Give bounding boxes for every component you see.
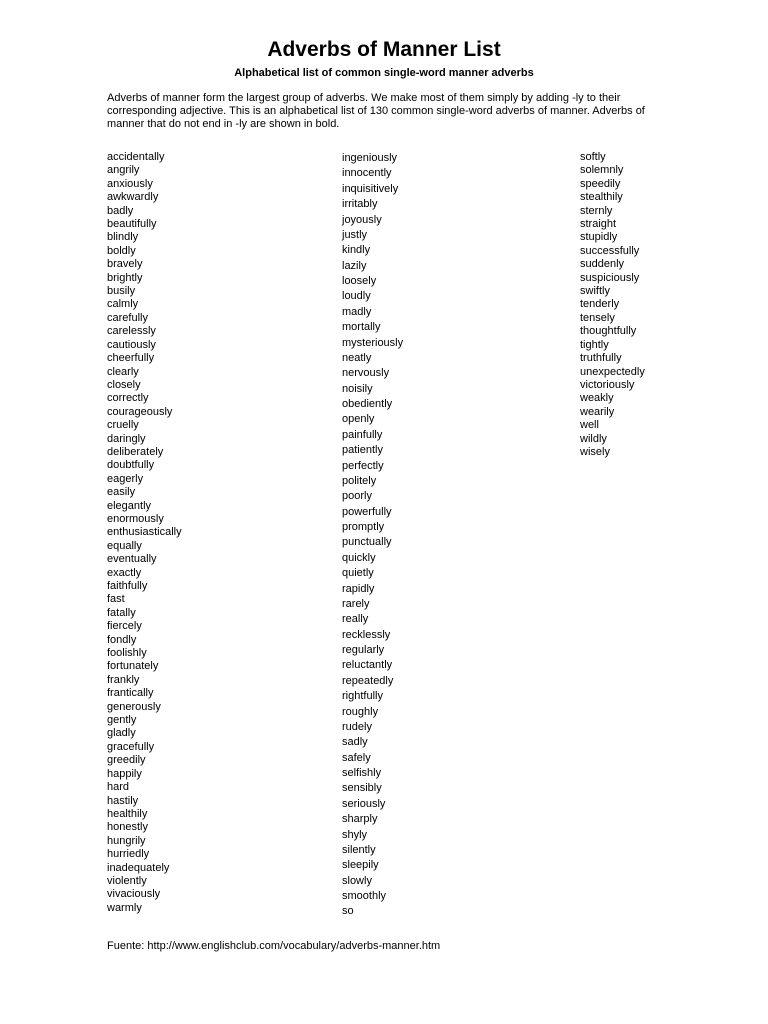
adverb-item: exactly [107, 566, 142, 579]
adverb-item: cruelly [107, 419, 139, 432]
intro-paragraph: Adverbs of manner form the largest group of adverbs. We make most of them simply by adding -ly to their corresponding adjective. This is an alphabetical list of 130 common single-word adverbs of manner. Adverbs of manner that do not end in -ly are shown in bold. [107, 92, 645, 130]
adverb-item: rarely [342, 597, 370, 610]
adverb-item: happily [107, 767, 142, 780]
adverb-item: hastily [107, 794, 139, 807]
adverb-item: lazily [342, 259, 367, 272]
adverb-item: fiercely [107, 620, 142, 633]
adverb-item: carefully [107, 311, 148, 324]
adverb-item: ingeniously [342, 152, 398, 164]
adverb-item: shyly [342, 828, 368, 841]
adverb-item: warmly [107, 901, 142, 914]
adverb-item: irritably [342, 198, 378, 211]
adverb-item: wildly [580, 432, 607, 445]
adverb-item: faithfully [107, 580, 148, 592]
adverb-item: sharply [342, 813, 378, 826]
adverb-item: sadly [342, 736, 368, 749]
adverb-item: reluctantly [342, 659, 393, 672]
adverb-item: carelessly [107, 325, 156, 338]
adverb-item: closely [107, 378, 141, 391]
adverb-item: weakly [580, 392, 614, 405]
adverb-item: roughly [342, 705, 379, 718]
adverb-item: unexpectedly [580, 365, 645, 378]
adverb-item: softly [580, 151, 606, 163]
adverb-item: courageously [107, 405, 173, 418]
adverb-item: successfully [580, 244, 640, 257]
page-subtitle: Alphabetical list of common single-word manner adverbs [234, 67, 534, 79]
adverb-item: blindly [107, 231, 139, 244]
adverb-item: tensely [580, 311, 615, 324]
adverb-item: innocently [342, 167, 392, 180]
adverb-item: silently [342, 843, 376, 856]
adverb-item: eventually [107, 553, 157, 566]
adverb-column-2 [342, 151, 403, 920]
adverb-item: mysteriously [342, 336, 404, 349]
adverb-item: clearly [107, 365, 139, 378]
adverb-item: perfectly [342, 459, 384, 472]
adverb-item: anxiously [107, 177, 153, 190]
adverb-item: brightly [107, 271, 143, 284]
adverb-item: recklessly [342, 628, 391, 641]
adverb-item: stealthily [580, 191, 623, 204]
adverb-item: greedily [107, 754, 146, 767]
adverb-item: smoothly [342, 890, 387, 902]
adverb-item: poorly [342, 490, 372, 503]
adverb-item: promptly [342, 521, 385, 533]
adverb-item: tightly [580, 338, 609, 351]
adverb-item: slowly [342, 874, 372, 887]
adverb-item: well [580, 419, 599, 432]
adverb-item: vivaciously [107, 888, 161, 901]
adverb-item: rudely [342, 720, 372, 733]
adverb-item: fortunately [107, 660, 159, 673]
adverb-item: thoughtfully [580, 325, 637, 338]
adverb-column-1 [107, 151, 182, 915]
adverb-item: awkwardly [107, 191, 159, 204]
adverb-item: generously [107, 700, 161, 713]
adverb-item: painfully [342, 428, 383, 441]
adverb-item: inquisitively [342, 182, 399, 195]
adverb-item: patiently [342, 444, 383, 457]
adverb-item: frantically [107, 687, 154, 700]
adverb-item: daringly [107, 432, 146, 445]
page-title: Adverbs of Manner List [267, 38, 501, 61]
adverb-item: suddenly [580, 258, 625, 271]
adverb-item: truthfully [580, 352, 622, 365]
adverb-item: safely [342, 751, 371, 764]
adverb-item: quietly [342, 567, 374, 580]
adverb-item: straight [580, 218, 617, 231]
adverb-item: stupidly [580, 231, 618, 244]
adverb-item: elegantly [107, 499, 152, 512]
adverb-item: fast [107, 593, 125, 606]
adverb-item: angrily [107, 164, 140, 177]
adverb-item: gently [107, 714, 137, 727]
adverb-item: wisely [580, 445, 610, 458]
adverb-item: easily [107, 486, 136, 499]
adverb-item: sensibly [342, 782, 382, 795]
adverb-item: powerfully [342, 505, 392, 518]
adverb-item: swiftly [580, 285, 610, 298]
adverb-item: hard [107, 781, 130, 794]
adverb-item: accidentally [107, 151, 165, 163]
adverb-item: punctually [342, 536, 392, 549]
adverb-item: cautiously [107, 338, 156, 351]
adverb-item: rapidly [342, 582, 375, 595]
adverb-item: inadequately [107, 861, 170, 874]
adverb-item: badly [107, 204, 134, 217]
adverb-item: openly [342, 413, 375, 426]
adverb-item: violently [107, 874, 147, 887]
adverb-item: frankly [107, 673, 140, 686]
source-citation: Fuente: http://www.englishclub.com/vocabulary/adverbs-manner.htm [107, 940, 441, 952]
adverb-item: solemnly [580, 164, 624, 177]
adverb-item: hurriedly [107, 848, 150, 861]
adverb-item: calmly [107, 298, 139, 311]
adverb-item: politely [342, 474, 377, 487]
adverb-item: wearily [580, 405, 615, 418]
adverb-item: really [342, 613, 369, 626]
adverb-item: sternly [580, 204, 613, 217]
adverb-item: nervously [342, 367, 390, 380]
adverb-item: repeatedly [342, 674, 394, 687]
adverb-item: deliberately [107, 445, 164, 458]
adverb-item: neatly [342, 351, 372, 364]
adverb-item: selfishly [342, 767, 382, 779]
adverb-item: fondly [107, 633, 137, 646]
adverb-item: loudly [342, 290, 371, 303]
adverb-item: so [342, 905, 354, 918]
adverb-item: seriously [342, 797, 386, 810]
adverb-item: mortally [342, 321, 381, 334]
adverb-item: justly [342, 228, 368, 241]
adverb-item: eagerly [107, 472, 144, 485]
adverb-item: boldly [107, 244, 136, 257]
adverb-item: foolishly [107, 647, 147, 660]
adverb-item: rightfully [342, 690, 383, 703]
adverb-item: equally [107, 539, 142, 552]
adverb-item: enormously [107, 512, 164, 525]
adverb-item: doubtfully [107, 459, 155, 472]
adverb-item: hungrily [107, 834, 146, 847]
adverb-item: cheerfully [107, 352, 155, 365]
adverb-item: suspiciously [580, 271, 640, 284]
adverb-item: madly [342, 305, 372, 318]
adverb-item: loosely [342, 275, 377, 287]
adverb-item: obediently [342, 398, 393, 410]
adverb-item: enthusiastically [107, 526, 182, 539]
adverb-column-3 [580, 151, 645, 459]
adverb-item: victoriously [580, 378, 635, 391]
adverb-item: tenderly [580, 298, 620, 311]
adverb-item: healthily [107, 807, 148, 820]
adverb-item: gladly [107, 727, 136, 740]
adverb-item: kindly [342, 244, 371, 257]
adverb-item: gracefully [107, 740, 155, 753]
adverb-item: busily [107, 285, 136, 298]
adverb-item: fatally [107, 606, 136, 619]
adverb-item: regularly [342, 644, 385, 656]
adverb-item: sleepily [342, 859, 379, 872]
adverb-item: joyously [342, 213, 382, 226]
adverb-item: beautifully [107, 218, 157, 231]
adverb-item: honestly [107, 821, 148, 834]
adverb-item: speedily [580, 177, 621, 190]
adverb-item: noisily [342, 382, 373, 395]
adverb-item: correctly [107, 392, 149, 405]
adverb-item: quickly [342, 551, 376, 564]
adverb-item: bravely [107, 258, 143, 271]
